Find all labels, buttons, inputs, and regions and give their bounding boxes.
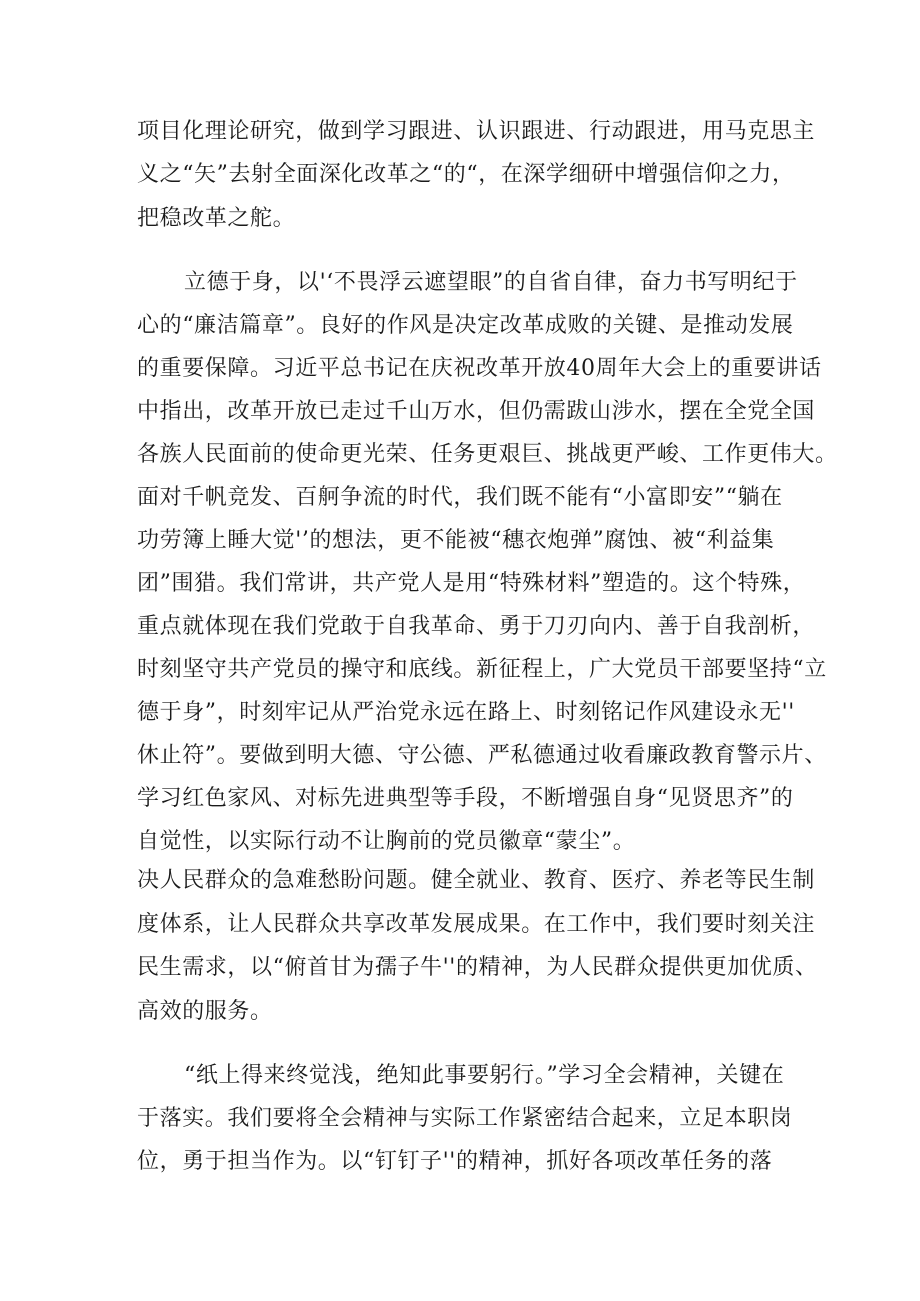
text-line: 把稳改革之舵。: [137, 206, 296, 231]
text-line: 民生需求，以“俯首甘为孺子牛''的精神，为人民群众提供更加优质、: [137, 955, 818, 980]
text-line: 中指出，改革开放已走过千山万水，但仍需跋山涉水，摆在全党全国: [137, 399, 816, 424]
text-line: 位，勇于担当作为。以“钉钉子''的精神，抓好各项改革任务的落: [137, 1149, 773, 1174]
text-line: 高效的服务。: [137, 999, 273, 1024]
paragraph-first-line: “纸上得来终觉浅，绝知此事要躬行。”学习全会精神，关键在: [184, 1063, 785, 1088]
text-line: 心的“廉洁篇章”。良好的作风是决定改革成败的关键、是推动发展: [137, 313, 794, 338]
text-line: 休止符”。要做到明大德、守公德、严私德通过收看廉政教育警示片、: [137, 743, 827, 768]
text-line: 团”围猎。我们常讲，共产党人是用“特殊材料”塑造的。这个特殊，: [137, 571, 806, 596]
text-line: 面对千帆竞发、百舸争流的时代，我们既不能有“小富即安”“躺在: [137, 485, 783, 510]
paragraph-first-line: 立德于身，以'‘不畏浮云遮望眼”的自省自律，奋力书写明纪于: [184, 270, 798, 295]
text-line: 义之“矢”去射全面深化改革之“的“，在深学细研中增强信仰之力，: [137, 162, 795, 187]
text-line: 各族人民面前的使命更光荣、任务更艰巨、挑战更严峻、工作更伟大。: [137, 442, 838, 467]
text-line: 德于身”，时刻牢记从严治党永远在路上、时刻铭记作风建设永无'': [137, 700, 795, 725]
text-line: 的重要保障。习近平总书记在庆祝改革开放40周年大会上的重要讲话: [137, 356, 822, 381]
text-line: 决人民群众的急难愁盼问题。健全就业、教育、医疗、养老等民生制: [137, 868, 816, 893]
text-line: 自觉性，以实际行动不让胸前的党员徽章“蒙尘”。: [137, 829, 636, 854]
text-line: 度体系，让人民群众共享改革发展成果。在工作中，我们要时刻关注: [137, 912, 816, 937]
text-line: 时刻坚守共产党员的操守和底线。新征程上，广大党员干部要坚持“立: [137, 657, 827, 682]
text-line: 重点就体现在我们党敢于自我革命、勇于刀刃向内、善于自我剖析，: [137, 614, 816, 639]
text-line: 学习红色家风、对标先进典型等手段，不断增强自身“见贤思齐”的: [137, 786, 794, 811]
text-line: 于落实。我们要将全会精神与实际工作紧密结合起来，立足本职岗: [137, 1106, 793, 1131]
text-line: 功劳簿上睡大觉'’的想法，更不能被“穗衣炮弹”腐蚀、被“利益集: [137, 528, 775, 553]
text-line: 项目化理论研究，做到学习跟进、认识跟进、行动跟进，用马克思主: [137, 119, 816, 144]
